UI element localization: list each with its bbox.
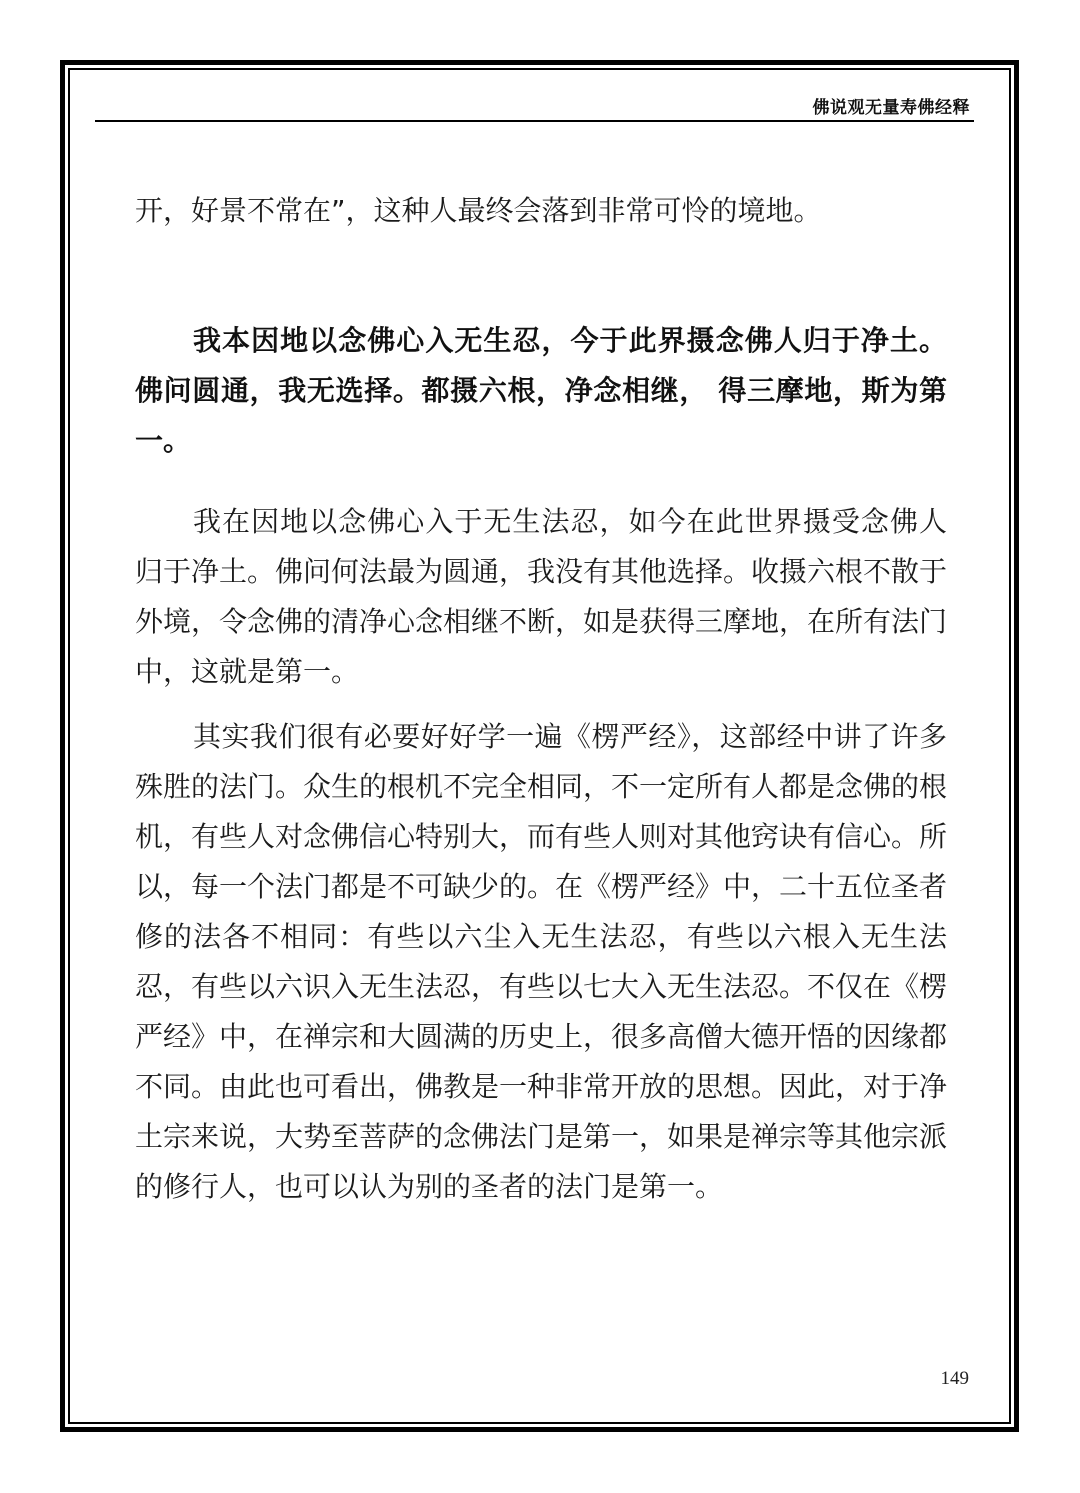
- header-rule: [95, 120, 974, 122]
- paragraph-commentary: 其实我们很有必要好好学一遍《楞严经》，这部经中讲了许多殊胜的法门。众生的根机不完全相同，不一定所有人都是念佛的根机，有些人对念佛信心特别大，而有些人则对其他窍诀有信心。所以，每一个法门都是不可缺少的。在《楞严经》中，二十五位圣者修的法各不相同：有些以六尘入无生法忍，有些以六根入无生法忍，有些以六识入无生法忍，有些以七大入无生法忍。不仅在《楞严经》中，在禅宗和大圆满的历史上，很多高僧大德开悟的因缘都不同。由此也可看出，佛教是一种非常开放的思想。因此，对于净土宗来说，大势至菩萨的念佛法门是第一，如果是禅宗等其他宗派的修行人，也可以认为别的圣者的法门是第一。: [135, 720, 948, 1203]
- running-header-title: 佛说观无量寿佛经释: [812, 98, 970, 118]
- paragraph-continuation: 开，好景不常在”，这种人最终会落到非常可怜的境地。: [135, 194, 822, 227]
- paragraph-translation: 我在因地以念佛心入于无生法忍，如今在此世界摄受念佛人归于净土。佛问何法最为圆通，我没有其他选择。收摄六根不散于外境，令念佛的清净心念相继不断，如是获得三摩地，在所有法门中，这就是第一。: [135, 505, 948, 688]
- scripture-quote-bold: 我本因地以念佛心入无生忍，今于此界摄念佛人归于净土。佛问圆通，我无选择。都摄六根，净念相继， 得三摩地，斯为第一。: [135, 324, 947, 457]
- page-number: 149: [940, 1368, 969, 1389]
